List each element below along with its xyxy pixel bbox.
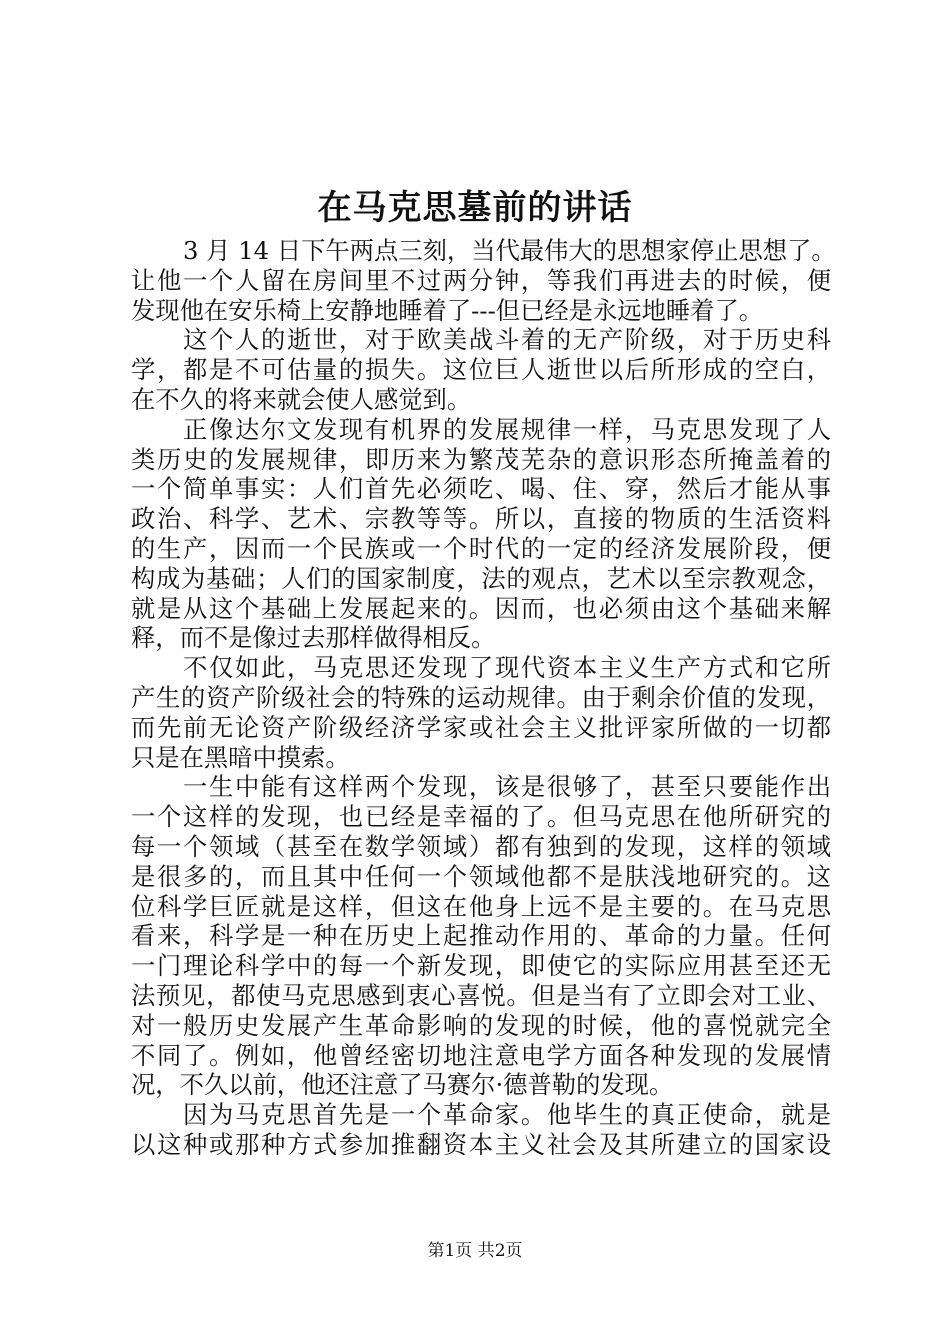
paragraph [131, 415, 831, 653]
text-line: 3 月 14 日下午两点三刻，当代最伟大的思想家停止思想了。 [183, 236, 836, 265]
text-line: 政治、科学、艺术、宗教等等。所以，直接的物质的生活资料 [131, 504, 831, 534]
text-line: 这个人的逝世，对于欧美战斗着的无产阶级，对于历史科 [183, 325, 831, 355]
paragraph [131, 653, 831, 772]
text-line: 释，而不是像过去那样做得相反。 [131, 623, 496, 653]
text-line: 不同了。例如，他曾经密切地注意电学方面各种发现的发展情 [131, 1040, 831, 1070]
text-line: 看来，科学是一种在历史上起推动作用的、革命的力量。任何 [131, 921, 831, 951]
document-body [131, 236, 836, 1160]
text-line: 对一般历史发展产生革命影响的发现的时候，他的喜悦就完全 [131, 1010, 831, 1040]
text-line: 只是在黑暗中摸索。 [131, 742, 350, 772]
text-line: 学，都是不可估量的损失。这位巨人逝世以后所形成的空白， [131, 355, 831, 385]
text-line: 是很多的，而且其中任何一个领域他都不是肤浅地研究的。这 [131, 861, 831, 891]
text-line: 以这种或那种方式参加推翻资本主义社会及其所建立的国家设 [131, 1129, 831, 1159]
document-title: 在马克思墓前的讲话 [317, 188, 633, 228]
text-line: 一门理论科学中的每一个新发现，即使它的实际应用甚至还无 [131, 951, 831, 981]
text-line: 正像达尔文发现有机界的发展规律一样，马克思发现了人 [183, 414, 831, 444]
text-line: 就是从这个基础上发展起来的。因而，也必须由这个基础来解 [131, 593, 831, 623]
text-line: 一个这样的发现，也已经是幸福的了。但马克思在他所研究的 [131, 802, 831, 832]
text-line: 不仅如此，马克思还发现了现代资本主义生产方式和它所 [183, 653, 831, 683]
text-line: 构成为基础；人们的国家制度，法的观点，艺术以至宗教观念， [131, 563, 831, 593]
paragraph [131, 772, 831, 1100]
paragraph [131, 236, 836, 325]
text-line: 的生产，因而一个民族或一个时代的一定的经济发展阶段，便 [131, 533, 831, 563]
paragraph [131, 325, 831, 414]
text-line: 一个简单事实：人们首先必须吃、喝、住、穿，然后才能从事 [131, 474, 831, 504]
text-line: 每一个领域（甚至在数学领域）都有独到的发现，这样的领域 [131, 831, 831, 861]
text-line: 位科学巨匠就是这样，但这在他身上远不是主要的。在马克思 [131, 891, 831, 921]
text-line: 而先前无论资产阶级经济学家或社会主义批评家所做的一切都 [131, 712, 831, 742]
text-line: 况，不久以前，他还注意了马赛尔·德普勒的发现。 [131, 1070, 674, 1100]
text-line: 让他一个人留在房间里不过两分钟，等我们再进去的时候，便 [131, 265, 831, 295]
text-line: 发现他在安乐椅上安静地睡着了---但已经是永远地睡着了。 [131, 295, 764, 325]
text-line: 产生的资产阶级社会的特殊的运动规律。由于剩余价值的发现， [131, 682, 831, 712]
text-line: 类历史的发展规律，即历来为繁茂芜杂的意识形态所掩盖着的 [131, 444, 831, 474]
text-line: 法预见，都使马克思感到衷心喜悦。但是当有了立即会对工业、 [131, 980, 831, 1010]
text-line: 一生中能有这样两个发现，该是很够了，甚至只要能作出 [183, 772, 831, 802]
text-line: 在不久的将来就会使人感觉到。 [131, 384, 472, 414]
page-footer: 第1页 共2页 [427, 1241, 523, 1261]
text-line: 因为马克思首先是一个革命家。他毕生的真正使命，就是 [183, 1100, 831, 1130]
paragraph [131, 1100, 831, 1160]
